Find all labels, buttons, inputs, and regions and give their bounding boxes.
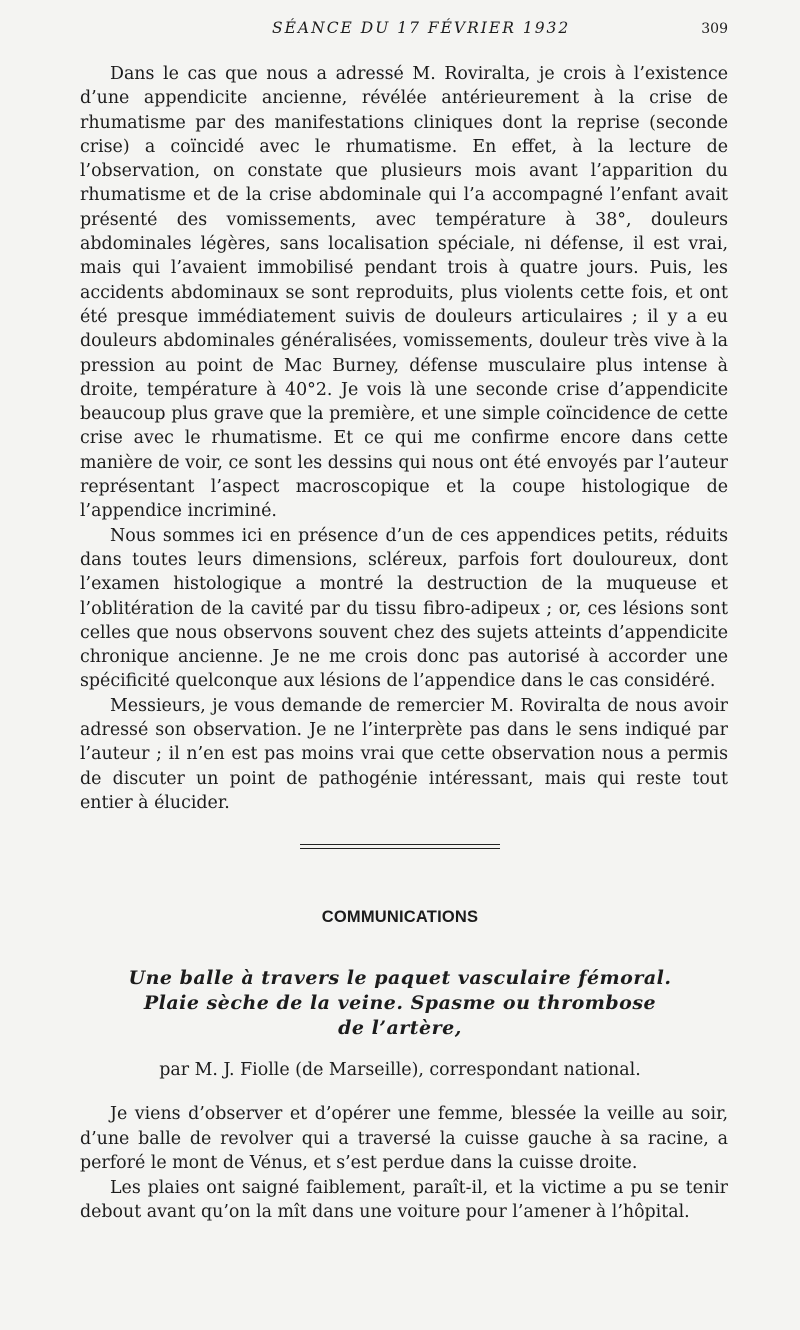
discussion-text <box>80 62 728 815</box>
article-text <box>80 1102 728 1225</box>
paragraph-3: Messieurs, je vous demande de remercier M. Roviralta de nous avoir adressé son observation. Je ne l’interprète pas dans le sens indiqué par l’auteur ; il n’en est pas moins vrai que cette observation nous a permis de discuter un point de pathogénie intéressant, mais qui reste tout entier à élucider. <box>80 695 728 813</box>
article-title-line-1: Une balle à travers le paquet vasculaire fémoral. <box>128 967 672 989</box>
page-number: 309 <box>701 21 728 37</box>
running-title: SÉANCE DU 17 FÉVRIER 1932 <box>272 19 571 37</box>
section-title: COMMUNICATIONS <box>321 908 479 926</box>
article-title-line-3: de l’artère, <box>338 1017 462 1039</box>
article-byline: par M. J. Fiolle (de Marseille), correspondant national. <box>159 1060 641 1080</box>
paragraph-1: Dans le cas que nous a adressé M. Roviralta, je crois à l’existence d’une appendicite ancienne, révélée antérieurement à la crise de rhumatisme par des manifestations cliniques dont la reprise (seconde crise) a coïncidé avec le rhumatisme. En effet, à la lecture de l’observation, on constate que plusieurs mois avant l’apparition du rhumatisme et de la crise abdominale qui l’a accompagné l’enfant avait présenté des vomissements, avec température à 38°, douleurs abdominales légères, sans localisation spéciale, ni défense, il est vrai, mais qui l’avaient immobilisé pendant trois à quatre jours. Puis, les accidents abdominaux se sont reproduits, plus violents cette fois, et ont été presque immédiatement suivis de douleurs articulaires ; il y a eu douleurs abdominales généralisées, vomissements, douleur très vive à la pression au point de Mac Burney, défense musculaire plus intense à droite, température à 40°2. Je vois là une seconde crise d’appendicite beaucoup plus grave que la première, et une simple coïncidence de cette crise avec le rhumatisme. Et ce qui me confirme encore dans cette manière de voir, ce sont les dessins qui nous ont été envoyés par l’auteur représentant l’aspect macroscopique et la coupe histologique de l’appendice incriminé. <box>80 64 728 522</box>
running-header <box>0 19 800 45</box>
article-paragraph-2: Les plaies ont saigné faiblement, paraît-il, et la victime a pu se tenir debout avant qu’on la mît dans une voiture pour l’amener à l’hôpital. <box>80 1177 728 1222</box>
paragraph-2: Nous sommes ici en présence d’un de ces appendices petits, réduits dans toutes leurs dimensions, scléreux, parfois fort douloureux, dont l’examen histologique a montré la destruction de la muqueuse et l’oblitération de la cavité par du tissu fibro-adipeux ; or, ces lésions sont celles que nous observons souvent chez des sujets atteints d’appendicite chronique ancienne. Je ne me crois donc pas autorisé à accorder une spécificité quelconque aux lésions de l’appendice dans le cas considéré. <box>80 525 728 692</box>
section-divider <box>300 844 500 849</box>
article-title-line-2: Plaie sèche de la veine. Spasme ou thrombose <box>143 992 657 1014</box>
article-paragraph-1: Je viens d’observer et d’opérer une femme, blessée la veille au soir, d’une balle de revolver qui a traversé la cuisse gauche à sa racine, a perforé le mont de Vénus, et s’est perdue dans la cuisse droite. <box>80 1104 728 1173</box>
article-title <box>100 966 700 1041</box>
